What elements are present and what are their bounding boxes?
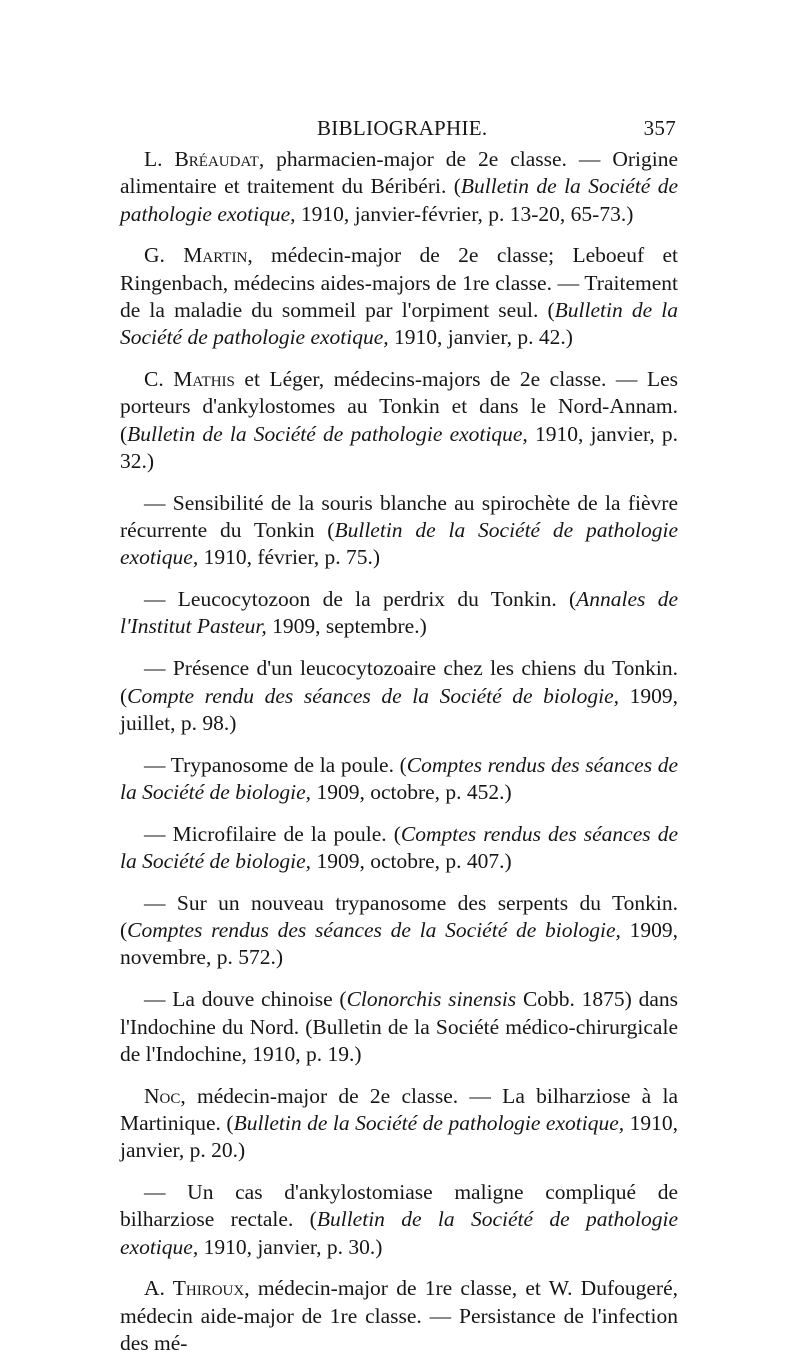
- entry-text: , médecin-major de 2e classe; Leboeuf et Ringenbach, médecins aides-majors de 1re classe. — Traitement de la maladie du sommeil par l'orpiment seul. (: [120, 243, 678, 322]
- entry-text: — Sur un nouveau trypanosome des serpents du Tonkin. (: [120, 890, 678, 943]
- bibliography-entry: [120, 1179, 678, 1261]
- entry-journal: Comptes rendus des séances de la Société de biologie,: [127, 918, 621, 943]
- entry-details: 1910, janvier-février, p. 13-20, 65-73.): [295, 201, 634, 226]
- entry-text: — Sensibilité de la souris blanche au spirochète de la fièvre récurrente du Tonkin (: [120, 490, 678, 543]
- entry-details: 1910, janvier, p. 42.): [388, 325, 573, 350]
- entry-text: , pharmacien-major de 2e classe. — Origine alimentaire et traitement du Béribéri. (: [120, 147, 678, 199]
- entry-journal: Compte rendu des séances de la Société de biologie,: [127, 683, 620, 708]
- entry-journal: Bulletin de la Société de pathologie exotique,: [233, 1110, 625, 1135]
- bibliography-entry: [120, 1275, 678, 1357]
- entry-details: 1909, juillet, p. 98.): [120, 683, 678, 735]
- entry-details: 1909, octobre, p. 407.): [311, 849, 512, 874]
- page-number: 357: [643, 116, 676, 140]
- entry-author: C. Mathis: [144, 367, 235, 392]
- entry-journal: Bulletin de la Société de pathologie exotique,: [120, 174, 678, 226]
- entry-journal: Bulletin de la Société de pathologie exotique,: [120, 297, 678, 350]
- entry-details: 1909, novembre, p. 572.): [120, 918, 678, 970]
- bibliography-entry: [120, 655, 678, 737]
- entry-text: , médecin-major de 1re classe, et W. Dufougeré, médecin aide-major de 1re classe. — Persistance de l'infection des mé-: [120, 1276, 678, 1355]
- bibliography-entry: [120, 586, 678, 641]
- entry-details: 1910, janvier, p. 32.): [120, 421, 678, 473]
- bibliography-entry: [120, 1083, 678, 1165]
- bibliography-entry: [120, 242, 678, 351]
- entry-details: 1910, février, p. 75.): [198, 545, 381, 570]
- entry-journal: Bulletin de la Société de pathologie exotique,: [120, 518, 678, 570]
- entry-text: — La douve chinoise (: [144, 987, 347, 1012]
- entry-details: 1910, janvier, p. 20.): [120, 1110, 678, 1163]
- entry-journal: Comptes rendus des séances de la Société de biologie,: [120, 752, 678, 804]
- entry-journal: Comptes rendus des séances de la Société de biologie,: [120, 821, 679, 874]
- entry-text: , médecin-major de 2e classe. — La bilharziose à la Martinique. (: [120, 1083, 678, 1135]
- entry-journal: Bulletin de la Société de pathologie exotique,: [120, 1207, 679, 1259]
- entry-details: 1909, septembre.): [266, 614, 427, 639]
- entry-text: — Trypanosome de la poule. (: [144, 752, 407, 777]
- entry-journal: Annales de l'Institut Pasteur,: [120, 587, 678, 639]
- entry-text: et Léger, médecins-majors de 2e classe. — Les porteurs d'ankylostomes au Tonkin et dans le Nord-Annam. (: [120, 367, 678, 446]
- entry-author: Noc: [144, 1083, 181, 1108]
- running-title: BIBLIOGRAPHIE.: [317, 116, 488, 140]
- entry-text: — Un cas d'ankylostomiase maligne compliqué de bilharziose rectale. (: [120, 1180, 678, 1232]
- entry-author: G. Martin: [144, 243, 248, 268]
- entry-details: 1909, octobre, p. 452.): [311, 779, 512, 804]
- entry-text: — Présence d'un leucocytozoaire chez les chiens du Tonkin. (: [120, 656, 678, 708]
- bibliography-entry: [120, 821, 678, 876]
- entry-author: A. Thiroux: [144, 1276, 245, 1301]
- bibliography-entry: [120, 490, 678, 572]
- page-header: [110, 116, 680, 146]
- entry-details: Cobb. 1875) dans l'Indochine du Nord. (Bulletin de la Société médico-chirurgicale de l'Indochine, 1910, p. 19.): [120, 987, 678, 1066]
- bibliography-entry: [120, 366, 678, 475]
- bibliography-list: [120, 146, 678, 1372]
- entry-journal: Bulletin de la Société de pathologie exotique,: [127, 421, 528, 446]
- entry-journal: Clonorchis sinensis: [346, 987, 517, 1012]
- bibliography-entry: [120, 986, 678, 1068]
- entry-author: L. Bréaudat: [144, 147, 259, 171]
- bibliography-entry: [120, 752, 678, 807]
- bibliography-entry: [120, 146, 678, 228]
- entry-details: 1910, janvier, p. 30.): [198, 1234, 383, 1259]
- entry-text: — Microfilaire de la poule. (: [144, 821, 401, 846]
- bibliography-entry: [120, 890, 678, 972]
- entry-text: — Leucocytozoon de la perdrix du Tonkin. (: [144, 587, 577, 612]
